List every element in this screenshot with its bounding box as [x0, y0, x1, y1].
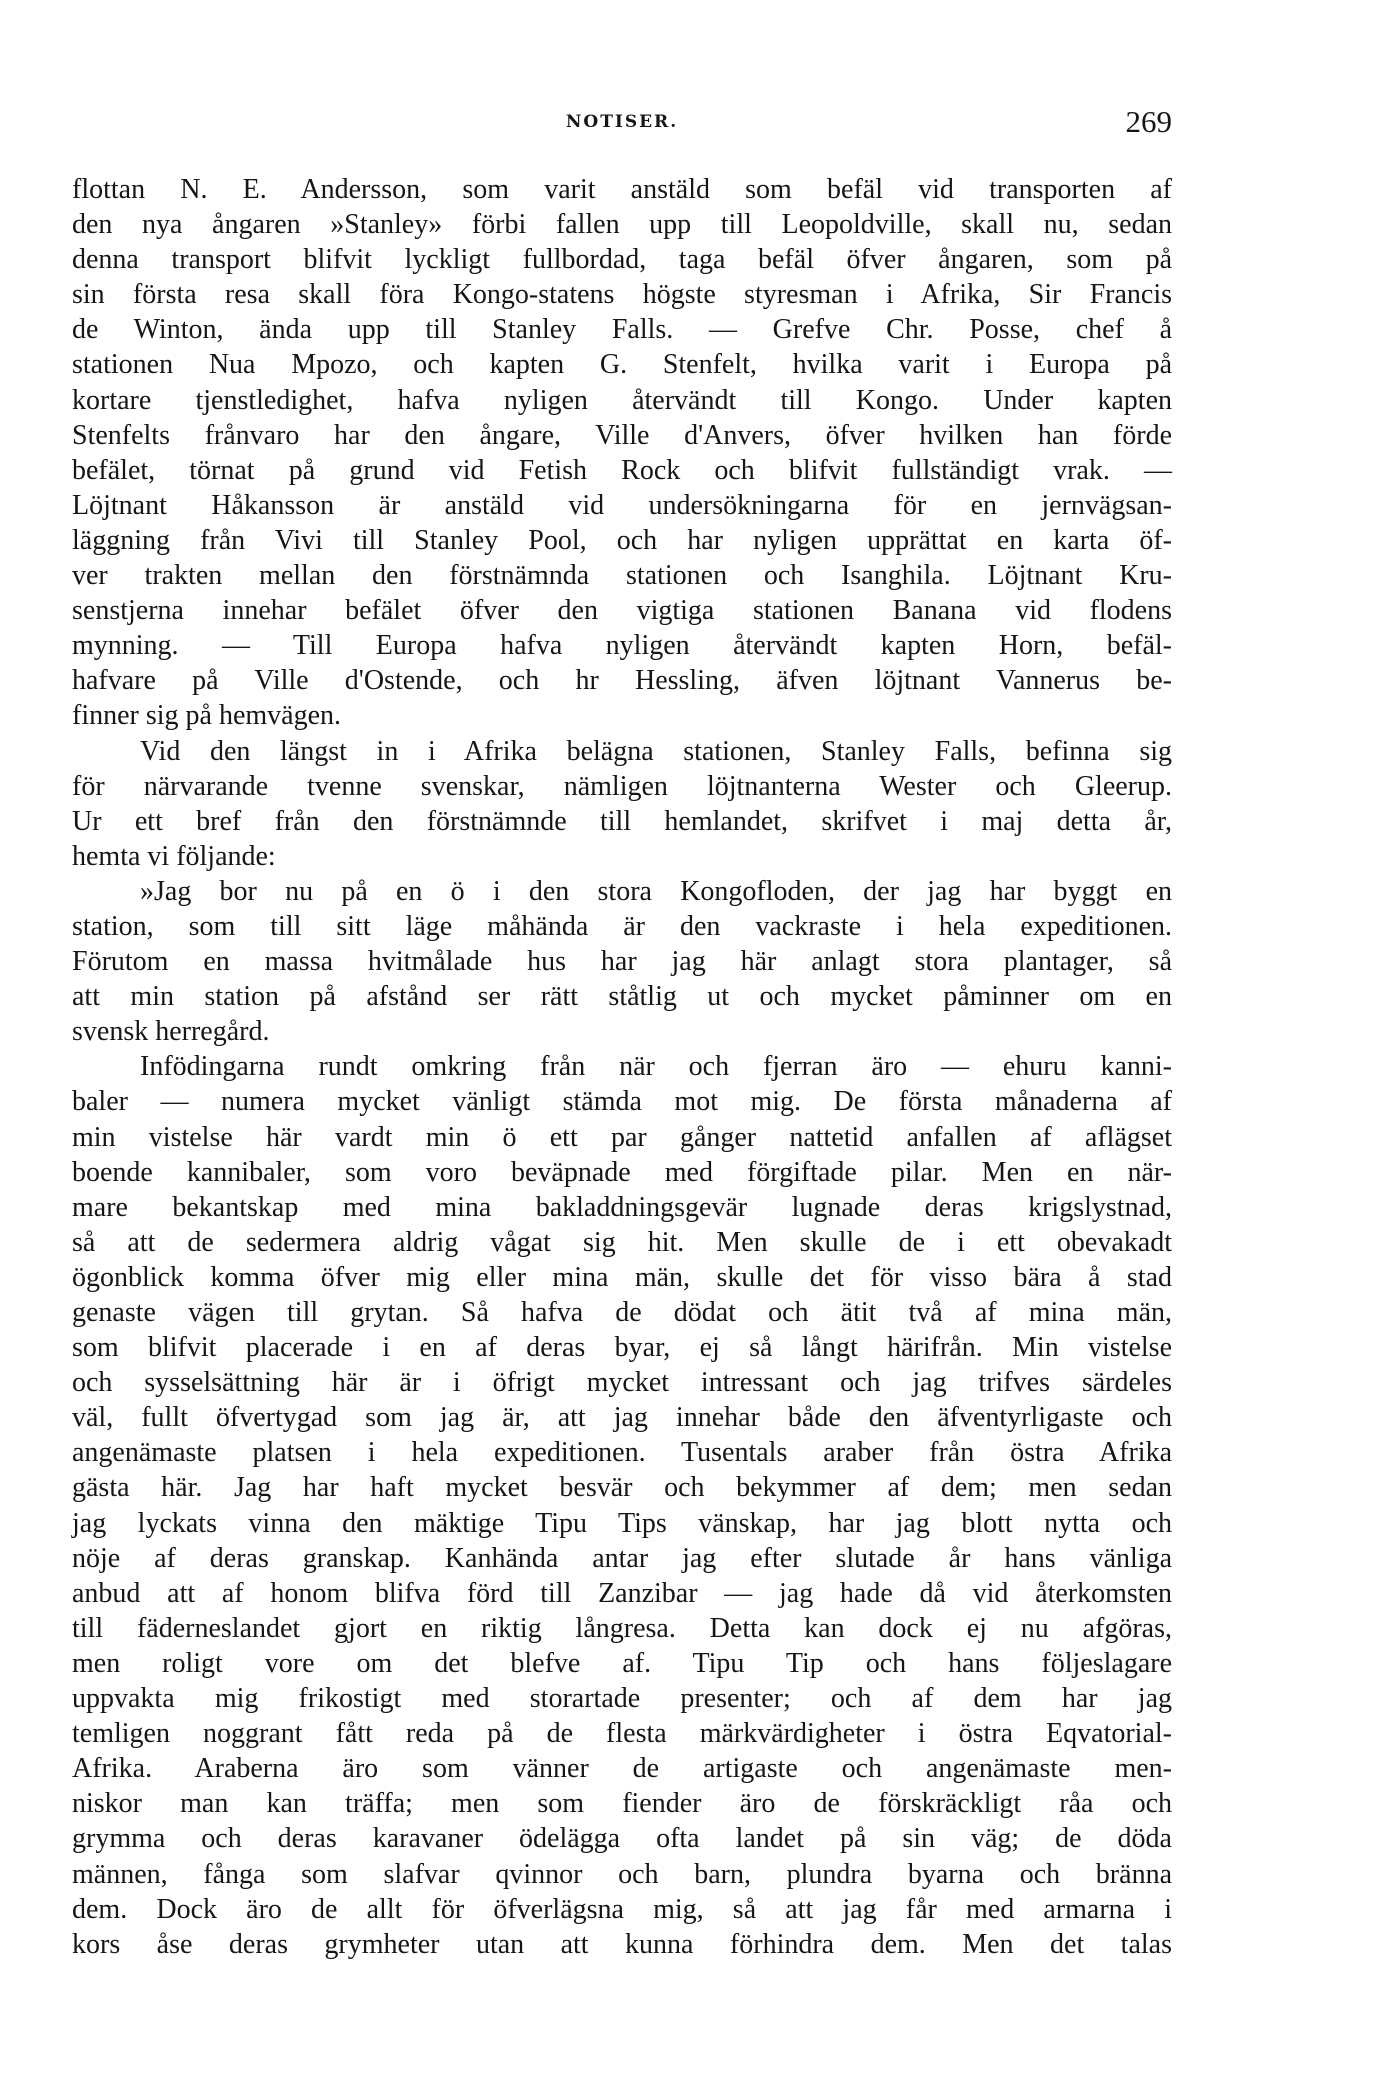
text-line: boende kannibaler, som voro beväpnade med förgiftade pilar. Men en när- — [72, 1156, 1172, 1188]
text-line: denna transport blifvit lyckligt fullbordad, taga befäl öfver ångaren, som på — [72, 244, 1172, 276]
text-line: hemta vi följande: — [72, 840, 276, 872]
text-line: niskor man kan träffa; men som fiender äro de förskräckligt råa och — [72, 1788, 1172, 1820]
text-line: de Winton, ända upp till Stanley Falls. — Grefve Chr. Posse, chef å — [72, 314, 1172, 346]
text-line: flottan N. E. Andersson, som varit anstäld som befäl vid transporten af — [72, 174, 1172, 205]
text-line: Stenfelts frånvaro har den ångare, Ville d'Anvers, öfver hvilken han förde — [72, 419, 1172, 451]
text-line: läggning från Vivi till Stanley Pool, och har nyligen upprättat en karta öf- — [72, 524, 1172, 556]
text-line: anbud att af honom blifva förd till Zanzibar — jag hade då vid återkomsten — [72, 1577, 1172, 1609]
text-line: men roligt vore om det blefve af. Tipu Tip och hans följeslagare — [72, 1647, 1172, 1679]
text-line: männen, fånga som slafvar qvinnor och barn, plundra byarna och bränna — [72, 1858, 1172, 1890]
text-line: finner sig på hemvägen. — [72, 700, 342, 732]
text-line: hafvare på Ville d'Ostende, och hr Hessling, äfven löjtnant Vannerus be- — [72, 665, 1172, 697]
text-line: grymma och deras karavaner ödelägga ofta landet på sin väg; de döda — [72, 1823, 1172, 1855]
text-line: Förutom en massa hvitmålade hus har jag här anlagt stora plantager, så — [72, 946, 1172, 978]
text-line: kors åse deras grymheter utan att kunna förhindra dem. Men det talas — [72, 1928, 1172, 1960]
text-line: den nya ångaren »Stanley» förbi fallen upp till Leopoldville, skall nu, sedan — [72, 209, 1172, 241]
page-header — [72, 104, 1172, 144]
text-line: dem. Dock äro de allt för öfverlägsna mig, så att jag får med armarna i — [72, 1893, 1172, 1925]
page-number: 269 — [1125, 104, 1172, 139]
text-line: Löjtnant Håkansson är anstäld vid undersökningarna för en jernvägsan- — [72, 489, 1172, 521]
text-line: mare bekantskap med mina bakladdningsgevär lugnade deras krigslystnad, — [72, 1191, 1172, 1223]
text-line: jag lyckats vinna den mäktige Tipu Tips vänskap, har jag blott nytta och — [72, 1507, 1172, 1539]
body-text — [72, 172, 1172, 1962]
text-line: senstjerna innehar befälet öfver den vigtiga stationen Banana vid flodens — [72, 595, 1172, 627]
text-line: till fäderneslandet gjort en riktig långresa. Detta kan dock ej nu afgöras, — [72, 1612, 1172, 1644]
text-line: »Jag bor nu på en ö i den stora Kongofloden, der jag har byggt en — [140, 875, 1172, 907]
text-line: väl, fullt öfvertygad som jag är, att jag innehar både den äfventyrligaste och — [72, 1402, 1172, 1434]
text-line: att min station på afstånd ser rätt ståtlig ut och mycket påminner om en — [72, 981, 1172, 1013]
text-line: Vid den längst in i Afrika belägna stationen, Stanley Falls, befinna sig — [140, 735, 1172, 767]
text-line: sin första resa skall föra Kongo-statens högste styresman i Afrika, Sir Francis — [72, 279, 1172, 311]
text-line: station, som till sitt läge måhända är den vackraste i hela expeditionen. — [72, 910, 1172, 942]
text-line: ver trakten mellan den förstnämnda stationen och Isanghila. Löjtnant Kru- — [72, 560, 1172, 592]
text-line: mynning. — Till Europa hafva nyligen återvändt kapten Horn, befäl- — [72, 630, 1172, 662]
text-line: gästa här. Jag har haft mycket besvär och bekymmer af dem; men sedan — [72, 1472, 1172, 1504]
text-line: svensk herregård. — [72, 1016, 270, 1048]
text-line: angenämaste platsen i hela expeditionen. Tusentals araber från östra Afrika — [72, 1437, 1172, 1469]
text-line: nöje af deras granskap. Kanhända antar jag efter slutade år hans vänliga — [72, 1542, 1172, 1574]
text-line: temligen noggrant fått reda på de flesta märkvärdigheter i östra Eqvatorial- — [72, 1718, 1172, 1750]
text-line: min vistelse här vardt min ö ett par gånger nattetid anfallen af aflägset — [72, 1121, 1172, 1153]
text-line: uppvakta mig frikostigt med storartade presenter; och af dem har jag — [72, 1683, 1172, 1715]
text-line: befälet, törnat på grund vid Fetish Rock och blifvit fullständigt vrak. — — [72, 454, 1172, 486]
text-line: stationen Nua Mpozo, och kapten G. Stenfelt, hvilka varit i Europa på — [72, 349, 1172, 381]
text-line: Ur ett bref från den förstnämnde till hemlandet, skrifvet i maj detta år, — [72, 805, 1172, 837]
text-line: och sysselsättning här är i öfrigt mycket intressant och jag trifves särdeles — [72, 1367, 1172, 1399]
text-line: så att de sedermera aldrig vågat sig hit. Men skulle de i ett obevakadt — [72, 1226, 1172, 1258]
text-line: ögonblick komma öfver mig eller mina män, skulle det för visso bära å stad — [72, 1261, 1172, 1293]
text-line: Infödingarna rundt omkring från när och fjerran äro — ehuru kanni- — [140, 1051, 1172, 1083]
text-line: för närvarande tvenne svenskar, nämligen löjtnanterna Wester och Gleerup. — [72, 770, 1172, 802]
text-line: kortare tjenstledighet, hafva nyligen återvändt till Kongo. Under kapten — [72, 384, 1172, 416]
text-line: Afrika. Araberna äro som vänner de artigaste och angenämaste men- — [72, 1753, 1172, 1785]
text-line: som blifvit placerade i en af deras byar, ej så långt härifrån. Min vistelse — [72, 1332, 1172, 1364]
running-head: NOTISER. — [565, 112, 679, 132]
text-line: genaste vägen till grytan. Så hafva de dödat och ätit två af mina män, — [72, 1297, 1172, 1328]
text-line: baler — numera mycket vänligt stämda mot mig. De första månaderna af — [72, 1086, 1172, 1118]
